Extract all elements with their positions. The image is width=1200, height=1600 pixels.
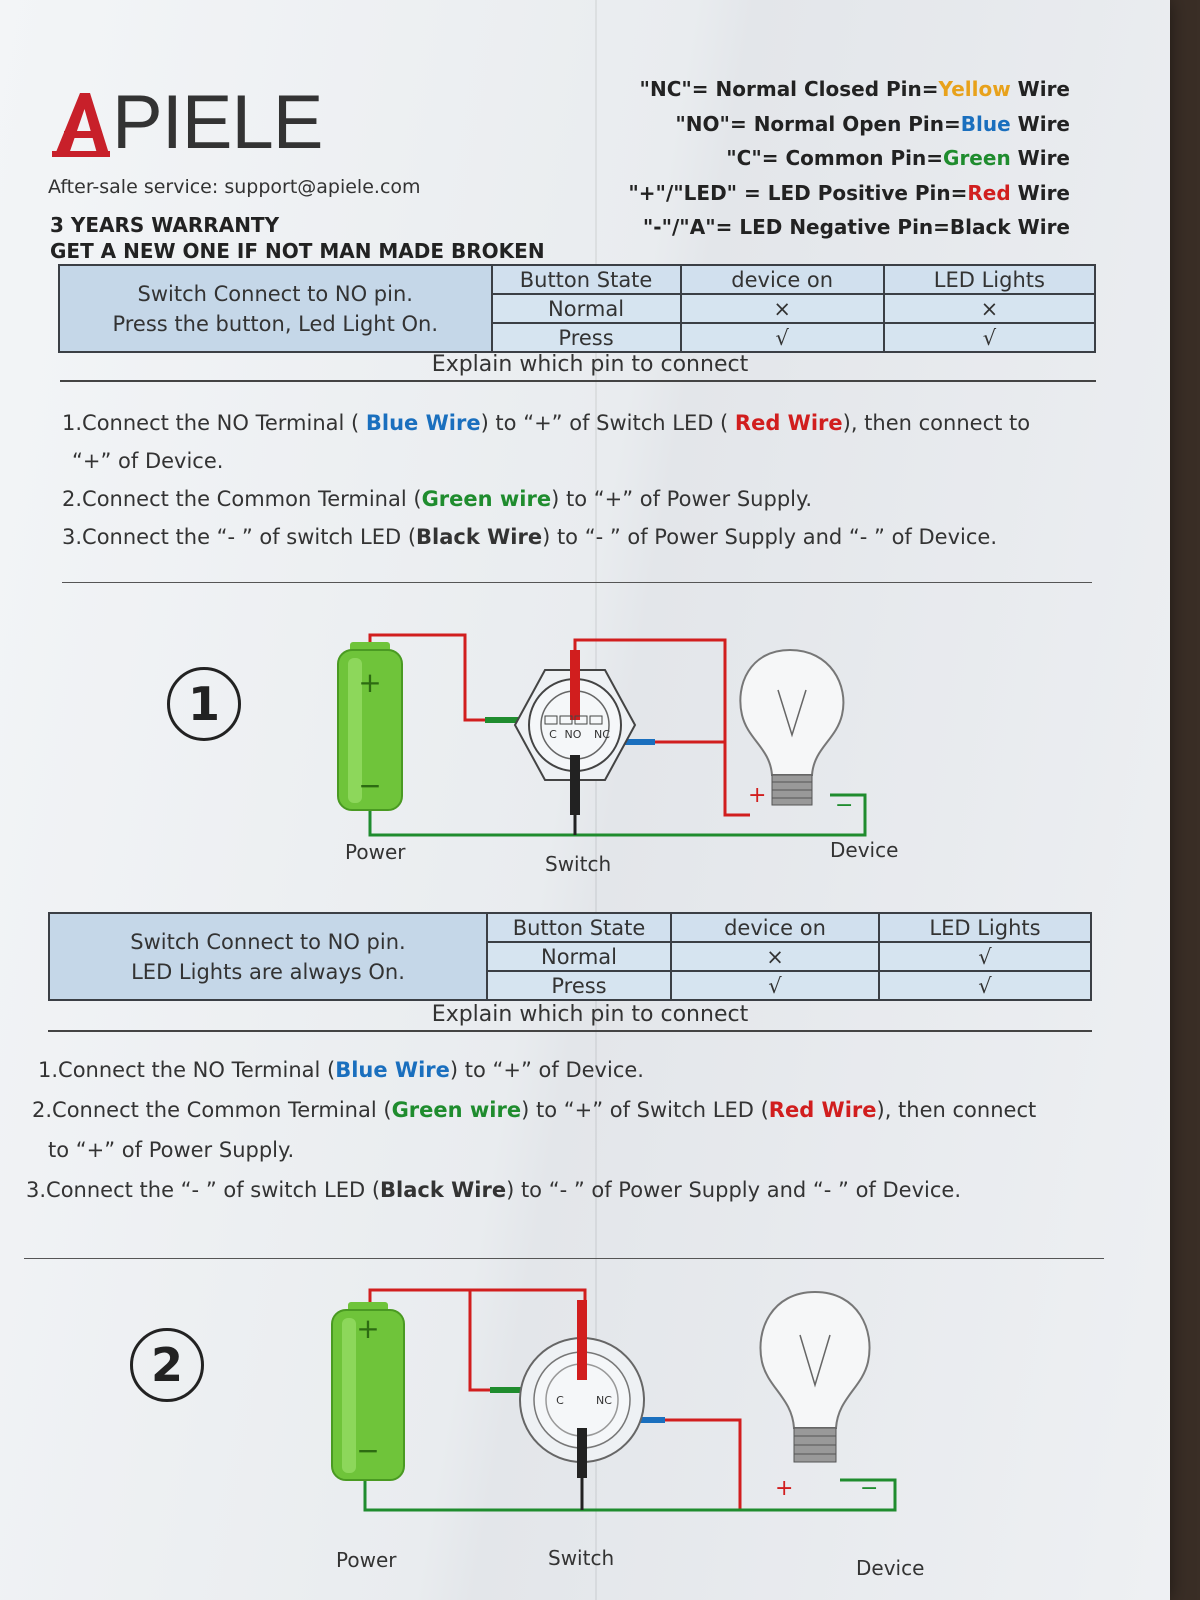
explain-heading-2: Explain which pin to connect xyxy=(431,1002,749,1027)
steps-1: 1.Connect the NO Terminal ( Blue Wire) to “+” of Switch LED ( Red Wire), then connect to “+” of Device. 2.Connect the Common Terminal (Green wire) to “+” of Power Supply. 3.Connect the “- ” of switch LED (Black Wire) to “- ” of Power Supply and “- ” of Device. xyxy=(62,404,1122,556)
battery-minus-label: − xyxy=(358,769,382,802)
step-2-3: 3.Connect the “- ” of switch LED (Black Wire) to “- ” of Power Supply and “- ” of Device. xyxy=(26,1178,961,1202)
brand-logo xyxy=(50,82,322,164)
device-plus-label: + xyxy=(748,783,767,808)
table-row: Normal × √ xyxy=(49,942,1091,971)
step-1-1: 1.Connect the NO Terminal ( Blue Wire) to “+” of Switch LED ( Red Wire), then connect to xyxy=(62,411,1031,435)
push-switch-icon xyxy=(515,650,635,815)
svg-text:NO: NO xyxy=(564,728,582,741)
switch-label: Switch xyxy=(548,1546,615,1570)
divider xyxy=(48,1030,1092,1032)
table-header: device on xyxy=(681,265,884,294)
warranty-note xyxy=(50,212,545,264)
steps-2: 1.Connect the NO Terminal (Blue Wire) to “+” of Device. 2.Connect the Common Terminal (Green wire) to “+” of Switch LED (Red Wire), then connect to “+” of Power Supply. 3.Connect the “- ” of switch LED (Black Wire) to “- ” of Power Supply and “- ” of Device. xyxy=(26,1050,1146,1210)
svg-text:NC: NC xyxy=(594,728,610,741)
table-row: Press √ √ xyxy=(49,971,1091,1000)
battery-plus-label: + xyxy=(358,666,382,699)
table-row: Press √ √ xyxy=(59,323,1095,352)
diagram-number-1: 1 xyxy=(167,667,241,741)
legend-led-positive: "+"/"LED" = LED Positive Pin=Red Wire xyxy=(628,180,1070,205)
support-contact: After-sale service: support@apiele.com xyxy=(48,176,421,198)
logo-wordmark: PIELE xyxy=(112,80,323,165)
divider xyxy=(62,582,1092,583)
pin-legend xyxy=(628,72,1070,245)
device-minus-label: − xyxy=(835,793,854,818)
wiring-diagram-1 xyxy=(330,630,910,860)
divider xyxy=(24,1258,1104,1259)
step-2-1: 1.Connect the NO Terminal (Blue Wire) to “+” of Device. xyxy=(38,1058,644,1082)
power-label: Power xyxy=(336,1548,397,1572)
table-header: LED Lights xyxy=(879,913,1091,942)
table-row: Normal × × xyxy=(59,294,1095,323)
legend-no: "NO"= Normal Open Pin=Blue Wire xyxy=(675,111,1070,136)
table-1-description: Switch Connect to NO pin. Press the button, Led Light On. xyxy=(59,265,492,352)
wiring-diagram-2 xyxy=(320,1280,920,1540)
device-minus-label: − xyxy=(860,1476,879,1501)
device-label: Device xyxy=(830,838,899,862)
battery-plus-label: + xyxy=(356,1312,380,1345)
step-1-2: 2.Connect the Common Terminal (Green wire) to “+” of Power Supply. xyxy=(62,487,813,511)
table-header: device on xyxy=(671,913,879,942)
push-switch-icon xyxy=(520,1300,644,1478)
device-plus-label: + xyxy=(775,1476,794,1501)
legend-led-negative: "-"/"A"= LED Negative Pin=Black Wire xyxy=(642,215,1070,239)
legend-c: "C"= Common Pin=Green Wire xyxy=(726,146,1070,170)
warranty-line-2: GET A NEW ONE IF NOT MAN MADE BROKEN xyxy=(50,239,545,263)
table-header: Button State xyxy=(492,265,681,294)
device-label: Device xyxy=(856,1556,925,1580)
diagram-number-2: 2 xyxy=(130,1328,204,1402)
battery-minus-label: − xyxy=(356,1434,380,1467)
logo-mark-icon xyxy=(50,87,112,159)
light-bulb-icon xyxy=(760,1292,869,1462)
step-2-2: 2.Connect the Common Terminal (Green wire) to “+” of Switch LED (Red Wire), then connect xyxy=(32,1098,1037,1122)
state-table-2 xyxy=(48,912,1092,1001)
power-label: Power xyxy=(345,840,406,864)
switch-label: Switch xyxy=(545,852,612,876)
table-header: Button State xyxy=(487,913,671,942)
explain-heading-1: Explain which pin to connect xyxy=(431,352,749,377)
legend-nc: "NC"= Normal Closed Pin=Yellow Wire xyxy=(639,77,1070,101)
warranty-line-1: 3 YEARS WARRANTY xyxy=(50,213,280,237)
light-bulb-icon xyxy=(740,650,843,805)
table-header: LED Lights xyxy=(884,265,1095,294)
divider xyxy=(60,380,1096,382)
step-1-3: 3.Connect the “- ” of switch LED (Black Wire) to “- ” of Power Supply and “- ” of Device. xyxy=(62,525,997,549)
svg-text:C: C xyxy=(549,728,557,741)
table-2-description: Switch Connect to NO pin. LED Lights are always On. xyxy=(49,913,487,1000)
svg-text:C: C xyxy=(556,1394,564,1407)
svg-text:NC: NC xyxy=(596,1394,612,1407)
state-table-1 xyxy=(58,264,1096,353)
